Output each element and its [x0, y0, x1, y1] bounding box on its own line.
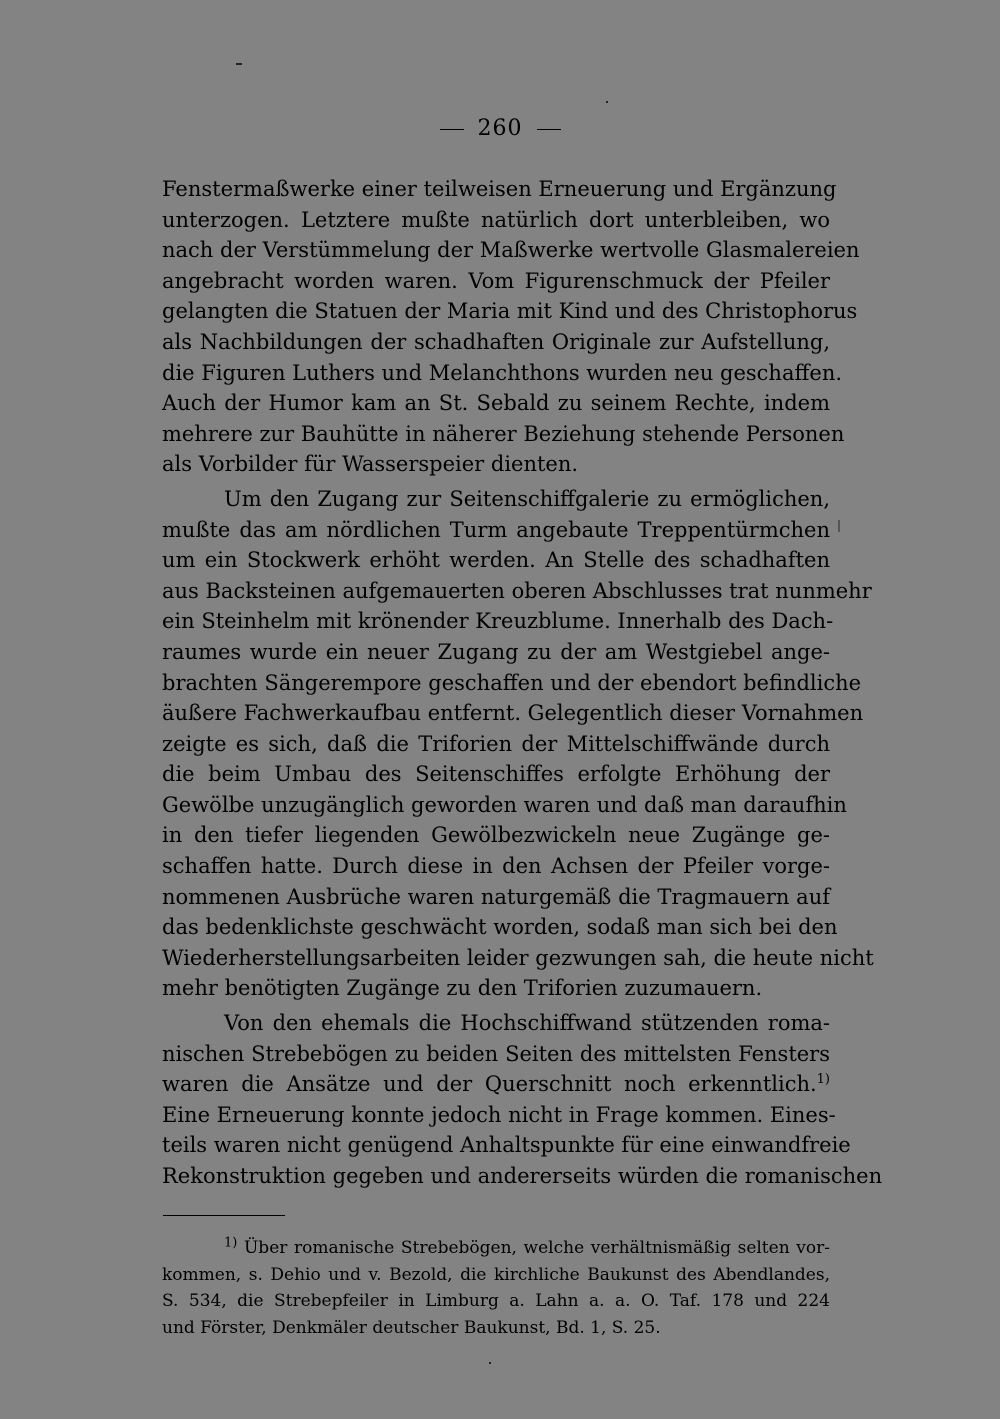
text-line: ein Steinhelm mit krönender Kreuzblume. Innerhalb des Dach-	[162, 609, 834, 634]
footnote-divider	[163, 1215, 285, 1216]
footnote-reference[interactable]: 1)	[816, 1072, 830, 1088]
text-line: Eine Erneuerung konnte jedoch nicht in Frage kommen. Eines-	[162, 1102, 836, 1127]
footnote-line: kommen, s. Dehio und v. Bezold, die kirchliche Baukunst des Abendlandes,	[162, 1264, 830, 1285]
text-line: die beim Umbau des Seitenschiffes erfolgte Erhöhung der	[162, 762, 830, 787]
footnote-text: Über romanische Strebebögen, welche verhältnismäßig selten vor-	[243, 1238, 830, 1258]
text-line: das bedenklichste geschwächt worden, sodaß man sich bei den	[162, 915, 838, 940]
text-line: in den tiefer liegenden Gewölbezwickeln neue Zugänge ge-	[162, 823, 830, 848]
text-line: Fenstermaßwerke einer teilweisen Erneuerung und Ergänzung	[162, 177, 837, 201]
page-number-dash-right	[537, 129, 561, 130]
text-line: brachten Sängerempore geschaffen und der ebendort befindliche	[162, 670, 862, 695]
page-number-value: 260	[477, 116, 523, 141]
text-line: äußere Fachwerkaufbau entfernt. Gelegentlich dieser Vornahmen	[162, 701, 864, 726]
page-number	[0, 116, 1000, 141]
text-line: zeigte es sich, daß die Triforien der Mittelschiffwände durch	[162, 731, 830, 756]
text-line: schaffen hatte. Durch diese in den Achsen der Pfeiler vorge-	[162, 854, 830, 879]
text-line: als Vorbilder für Wasserspeier dienten.	[162, 452, 579, 477]
text-line: nischen Strebebögen zu beiden Seiten des mittelsten Fensters	[162, 1041, 830, 1066]
body-text	[162, 174, 883, 1192]
text-line: mußte das am nördlichen Turm angebaute Treppentürmchen	[162, 517, 830, 542]
text-line: waren die Ansätze und der Querschnitt noch erkenntlich.	[162, 1072, 817, 1097]
text-line: Rekonstruktion gegeben und andererseits würden die romanischen	[162, 1164, 883, 1188]
text-line: aus Backsteinen aufgemauerten oberen Abschlusses trat nunmehr	[162, 578, 872, 603]
text-line: mehr benötigten Zugänge zu den Triforien zuzumauern.	[162, 976, 763, 1001]
paragraph-2	[162, 484, 874, 1004]
scan-speck	[489, 1362, 491, 1364]
text-line: unterzogen. Letztere mußte natürlich dort unterbleiben, wo	[162, 207, 830, 232]
text-line: raumes wurde ein neuer Zugang zu der am Westgiebel ange-	[162, 639, 830, 664]
paragraph-1	[162, 174, 860, 480]
text-line: die Figuren Luthers und Melanchthons wurden neu geschaffen.	[162, 360, 843, 385]
text-line: teils waren nicht genügend Anhaltspunkte für eine einwandfreie	[162, 1133, 851, 1158]
text-line: Wiederherstellungsarbeiten leider gezwungen sah, die heute nicht	[162, 945, 874, 970]
text-line: Auch der Humor kam an St. Sebald zu seinem Rechte, indem	[162, 391, 830, 416]
text-line: angebracht worden waren. Vom Figurenschmuck der Pfeiler	[162, 268, 830, 293]
text-line: mehrere zur Bauhütte in näherer Beziehung stehende Personen	[162, 421, 845, 446]
scan-speck	[838, 520, 840, 532]
footnote-line-1	[162, 1235, 830, 1262]
text-line: gelangten die Statuen der Maria mit Kind und des Christophorus	[162, 299, 858, 324]
scan-speck	[236, 63, 242, 65]
footnote-line: S. 534, die Strebepfeiler in Limburg a. Lahn a. a. O. Taf. 178 und 224	[162, 1291, 830, 1311]
text-line: Von den ehemals die Hochschiffwand stützenden roma-	[224, 1011, 830, 1036]
footnote-line: und Förster, Denkmäler deutscher Baukunst, Bd. 1, S. 25.	[162, 1317, 661, 1338]
footnote-marker: 1)	[224, 1235, 238, 1251]
text-line: nommenen Ausbrüche waren naturgemäß die Tragmauern auf	[162, 884, 830, 909]
text-line: um ein Stockwerk erhöht werden. An Stelle des schadhaften	[162, 548, 830, 573]
text-line: als Nachbildungen der schadhaften Originale zur Aufstellung,	[162, 329, 830, 354]
scan-speck	[606, 101, 608, 103]
text-line: nach der Verstümmelung der Maßwerke wertvolle Glasmalereien	[162, 238, 860, 263]
page-number-dash-left	[440, 129, 464, 130]
text-line: Gewölbe unzugänglich geworden waren und daß man daraufhin	[162, 792, 847, 817]
paragraph-3	[162, 1008, 883, 1192]
text-line: Um den Zugang zur Seitenschiffgalerie zu ermöglichen,	[224, 486, 830, 511]
text-line-with-footnote-ref	[162, 1069, 830, 1100]
footnotes	[162, 1235, 830, 1341]
